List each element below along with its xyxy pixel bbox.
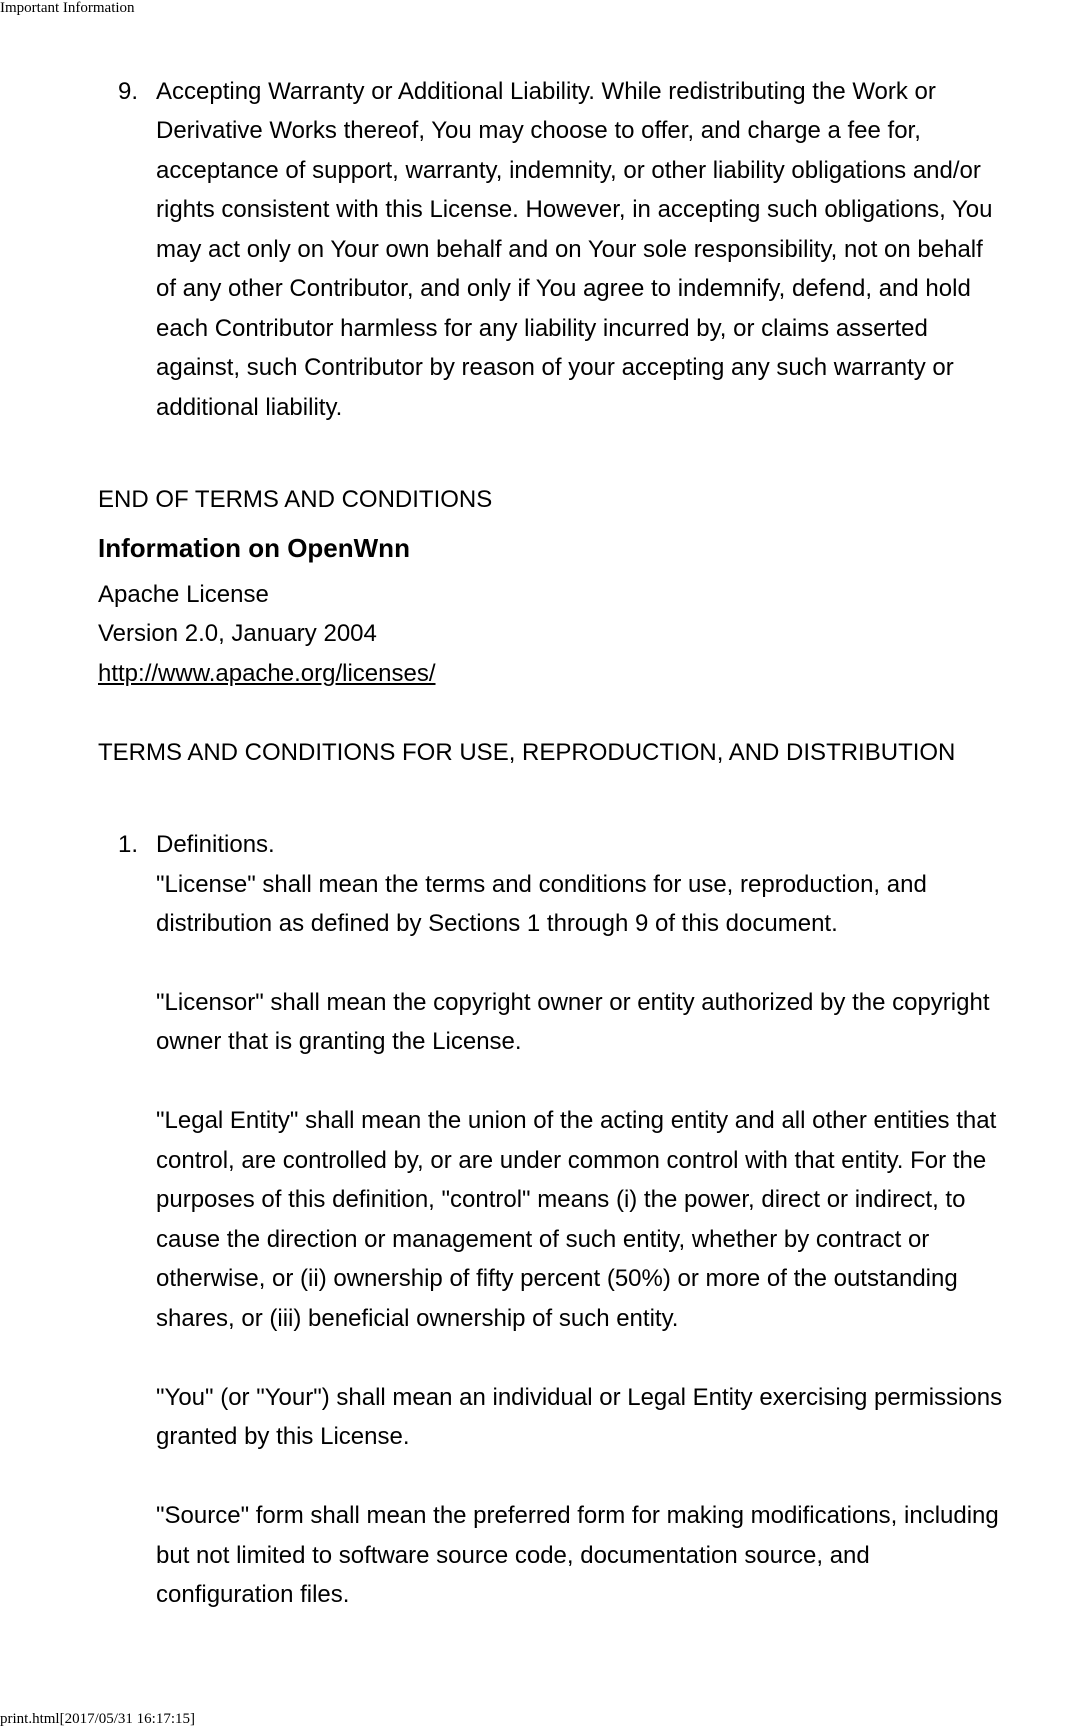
item-9-line: may act only on Your own behalf and on Your sole responsibility, not on behalf <box>156 236 983 263</box>
definition-legal-entity-line: cause the direction or management of such entity, whether by contract or <box>156 1226 930 1253</box>
definition-license-line: distribution as defined by Sections 1 through 9 of this document. <box>156 910 838 937</box>
item-9-line: rights consistent with this License. However, in accepting such obligations, You <box>156 196 993 223</box>
definition-legal-entity-line: purposes of this definition, "control" means (i) the power, direct or indirect, to <box>156 1186 966 1213</box>
section-title: Information on OpenWnn <box>98 533 410 563</box>
definition-source-line: but not limited to software source code, documentation source, and <box>156 1542 870 1569</box>
definition-source-line: "Source" form shall mean the preferred form for making modifications, including <box>156 1502 999 1529</box>
definition-legal-entity-line: shares, or (iii) beneficial ownership of such entity. <box>156 1305 679 1332</box>
print-header: Important Information <box>0 0 135 16</box>
definition-licensor-line: owner that is granting the License. <box>156 1028 522 1055</box>
definition-licensor-line: "Licensor" shall mean the copyright owner or entity authorized by the copyright <box>156 989 990 1016</box>
item-9-line: against, such Contributor by reason of your accepting any such warranty or <box>156 354 954 381</box>
item-9-line: additional liability. <box>156 394 343 421</box>
definition-you-line: granted by this License. <box>156 1423 410 1450</box>
terms-title: TERMS AND CONDITIONS FOR USE, REPRODUCTION, AND DISTRIBUTION <box>98 739 956 766</box>
item-9-line: Accepting Warranty or Additional Liability. While redistributing the Work or <box>156 78 936 105</box>
item-9-line: each Contributor harmless for any liability incurred by, or claims asserted <box>156 315 928 342</box>
definition-legal-entity-line: control, are controlled by, or are under common control with that entity. For the <box>156 1147 987 1174</box>
definition-license-line: "License" shall mean the terms and conditions for use, reproduction, and <box>156 871 927 898</box>
license-url-link[interactable]: http://www.apache.org/licenses/ <box>98 660 436 687</box>
item-9-line: acceptance of support, warranty, indemnity, or other liability obligations and/or <box>156 157 981 184</box>
license-version: Version 2.0, January 2004 <box>98 620 377 647</box>
item-1-number: 1. <box>118 831 139 858</box>
definition-legal-entity-line: "Legal Entity" shall mean the union of the acting entity and all other entities that <box>156 1107 997 1134</box>
definition-source-line: configuration files. <box>156 1581 350 1608</box>
print-footer: print.html[2017/05/31 16:17:15] <box>0 1711 195 1727</box>
item-1-title: Definitions. <box>156 831 275 858</box>
item-9-number: 9. <box>118 78 139 105</box>
end-of-terms: END OF TERMS AND CONDITIONS <box>98 486 493 513</box>
license-name: Apache License <box>98 581 269 608</box>
item-9-line: Derivative Works thereof, You may choose to offer, and charge a fee for, <box>156 117 921 144</box>
definition-legal-entity-line: otherwise, or (ii) ownership of fifty percent (50%) or more of the outstanding <box>156 1265 958 1292</box>
definition-you-line: "You" (or "Your") shall mean an individual or Legal Entity exercising permissions <box>156 1384 1003 1411</box>
item-9-line: of any other Contributor, and only if You agree to indemnify, defend, and hold <box>156 275 971 302</box>
